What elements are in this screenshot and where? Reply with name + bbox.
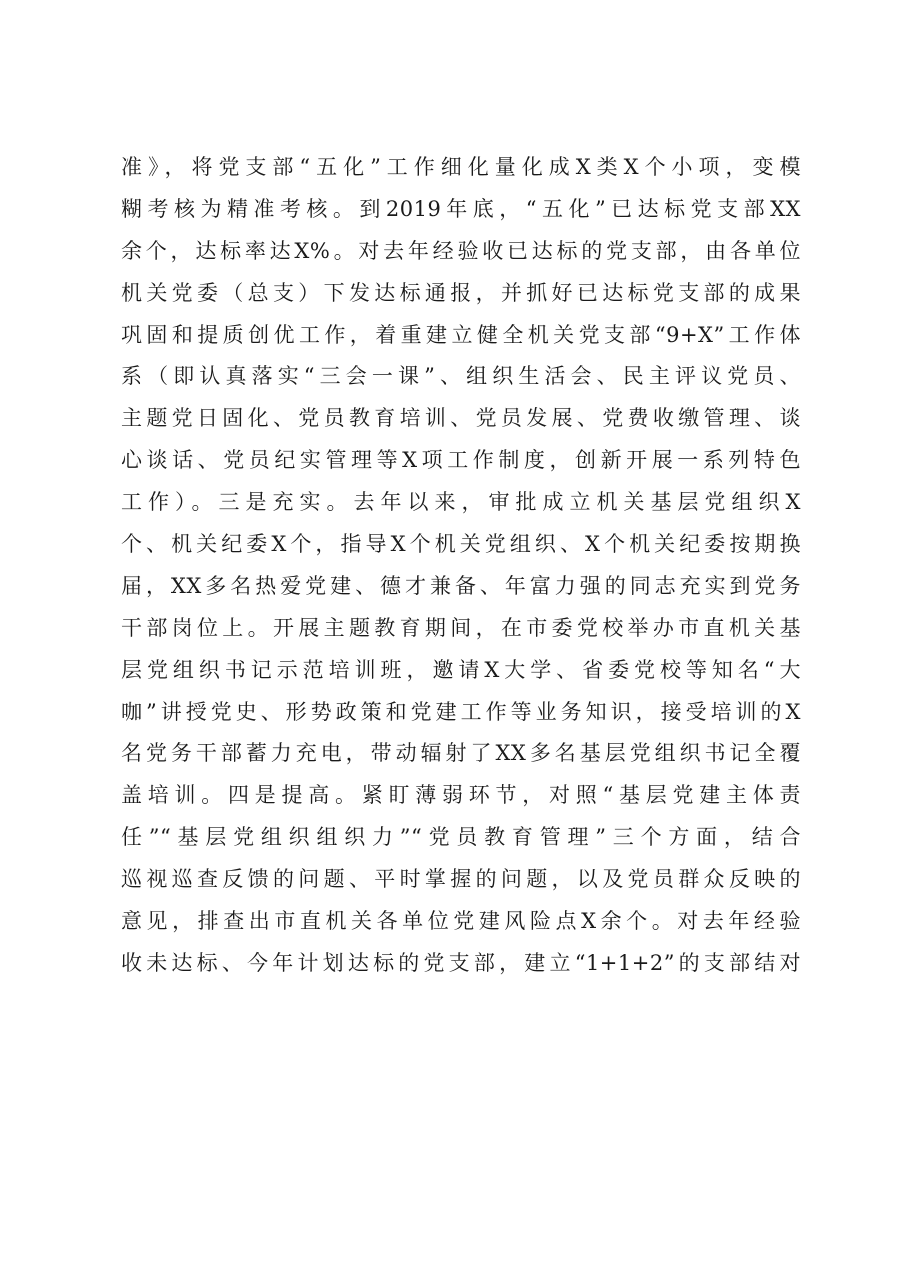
text-line: 干部岗位上。开展主题教育期间，在市委党校举办市直机关基	[121, 615, 801, 640]
text-line: 盖培训。四是提高。紧盯薄弱环节，对照“基层党建主体责	[121, 783, 801, 808]
text-line: 巩固和提质创优工作，着重建立健全机关党支部“9+X”工作体	[121, 322, 801, 347]
text-line: 任”“基层党组织组织力”“党员教育管理”三个方面，结合	[121, 825, 801, 850]
text-line: 准》，将党支部“五化”工作细化量化成X类X个小项，变模	[121, 155, 801, 179]
text-line: 层党组织书记示范培训班，邀请X大学、省委党校等知名“大	[121, 657, 801, 682]
text-line: 系（即认真落实“三会一课”、组织生活会、民主评议党员、	[121, 364, 801, 389]
text-line: 主题党日固化、党员教育培训、党员发展、党费收缴管理、谈	[121, 406, 801, 431]
text-line: 名党务干部蓄力充电，带动辐射了XX多名基层党组织书记全覆	[121, 741, 801, 766]
body-paragraph	[121, 147, 801, 985]
text-line: 收未达标、今年计划达标的党支部，建立“1+1+2”的支部结对	[121, 950, 801, 975]
text-line: 心谈话、党员纪实管理等X项工作制度，创新开展一系列特色	[121, 448, 801, 473]
text-line: 余个，达标率达X%。对去年经验收已达标的党支部，由各单位	[121, 238, 801, 263]
text-line: 届，XX多名热爱党建、德才兼备、年富力强的同志充实到党务	[121, 573, 801, 598]
text-line: 个、机关纪委X个，指导X个机关党组织、X个机关纪委按期换	[121, 532, 801, 557]
text-line: 工作）。三是充实。去年以来，审批成立机关基层党组织X	[121, 490, 801, 515]
text-line: 咖”讲授党史、形势政策和党建工作等业务知识，接受培训的X	[121, 699, 801, 724]
text-line: 巡视巡查反馈的问题、平时掌握的问题，以及党员群众反映的	[121, 867, 801, 892]
text-line: 糊考核为精准考核。到2019年底，“五化”已达标党支部XX	[121, 196, 801, 221]
text-line: 机关党委（总支）下发达标通报，并抓好已达标党支部的成果	[121, 280, 801, 305]
text-line: 意见，排查出市直机关各单位党建风险点X余个。对去年经验	[121, 909, 801, 934]
